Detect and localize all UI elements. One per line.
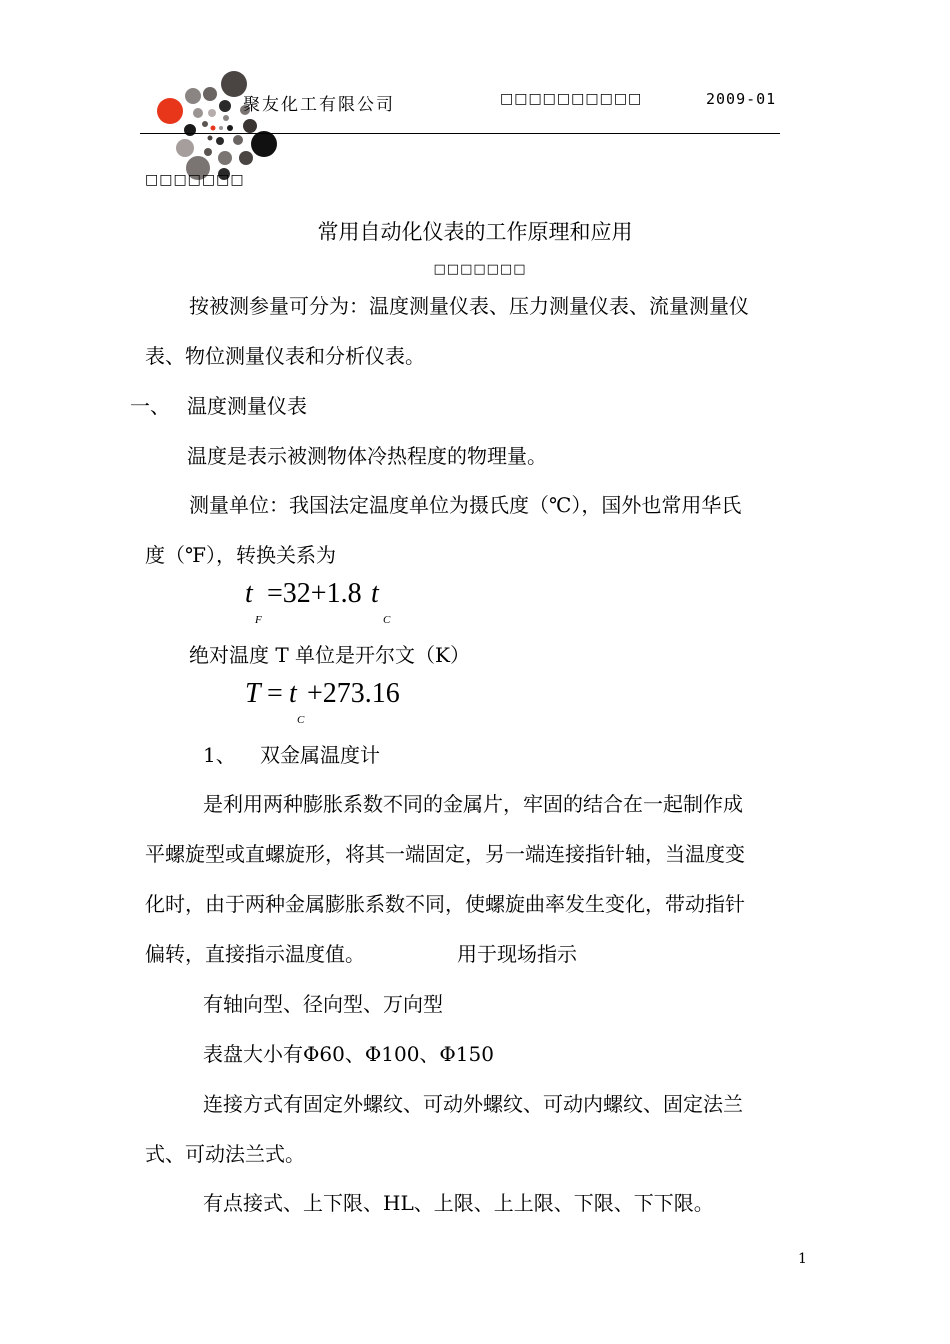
header-center-text: □□□□□□□□□□ <box>500 91 643 107</box>
eq1-lhs: t <box>245 578 253 609</box>
bimetal-para-line-1: 是利用两种膨胀系数不同的金属片，牢固的结合在一起制作成 <box>203 792 743 816</box>
document-title: 常用自动化仪表的工作原理和应用 <box>317 220 633 244</box>
header-company-name: 聚友化工有限公司 <box>243 95 395 115</box>
contact-types-line: 有点接式、上下限、HL、上限、上上限、下限、下下限。 <box>203 1191 714 1215</box>
eq2-lhs: T <box>245 678 261 709</box>
document-author: □□□□□□□ <box>433 262 527 277</box>
intro-line-2: 表、物位测量仪表和分析仪表。 <box>145 344 425 368</box>
connection-line-2: 式、可动法兰式。 <box>145 1142 305 1166</box>
eq1-operator: =32+1.8 <box>267 578 362 609</box>
eq1-lhs-sub: F <box>255 614 262 626</box>
subsection-1-number: 1、 <box>203 743 236 767</box>
eq1-rhs-sub: C <box>383 614 391 626</box>
section-1-title: 温度测量仪表 <box>187 394 307 418</box>
bimetal-usage: 用于现场指示 <box>457 942 577 966</box>
page-number: 1 <box>798 1251 807 1267</box>
types-line: 有轴向型、径向型、万向型 <box>203 992 443 1016</box>
eq2-rhs: +273.16 <box>307 678 400 709</box>
eq1-rhs: t <box>371 578 379 609</box>
dial-size-line: 表盘大小有Φ60、Φ100、Φ150 <box>203 1042 494 1066</box>
bimetal-para-line-3: 化时，由于两种金属膨胀系数不同，使螺旋曲率发生变化，带动指针 <box>145 892 745 916</box>
header-rule <box>140 133 780 134</box>
intro-line-1: 按被测参量可分为：温度测量仪表、压力测量仪表、流量测量仪 <box>189 294 749 318</box>
bimetal-para-line-2: 平螺旋型或直螺旋形，将其一端固定，另一端连接指针轴，当温度变 <box>145 842 745 866</box>
eq2-var-sub: C <box>297 714 305 726</box>
unit-line-1: 测量单位：我国法定温度单位为摄氏度（℃），国外也常用华氏 <box>189 493 742 517</box>
unit-line-2: 度（℉），转换关系为 <box>145 543 336 567</box>
header-date: 2009-01 <box>706 90 777 108</box>
header-subtitle: □□□□□□□ <box>145 172 245 188</box>
eq2-var: t <box>289 678 297 709</box>
section-1-definition: 温度是表示被测物体冷热程度的物理量。 <box>187 444 547 468</box>
connection-line-1: 连接方式有固定外螺纹、可动外螺纹、可动内螺纹、固定法兰 <box>203 1092 743 1116</box>
subsection-1-title: 双金属温度计 <box>260 743 380 767</box>
section-1-number: 一、 <box>130 394 170 418</box>
eq2-equals: = <box>267 678 283 709</box>
bimetal-para-line-4: 偏转，直接指示温度值。 <box>145 942 365 966</box>
kelvin-line: 绝对温度 T 单位是开尔文（K） <box>189 643 470 667</box>
